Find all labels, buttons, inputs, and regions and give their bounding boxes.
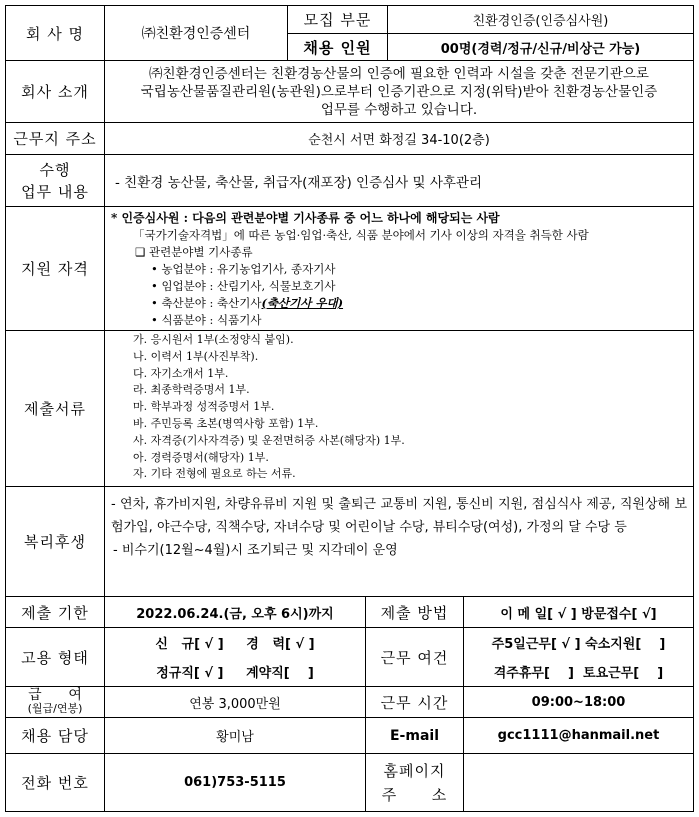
documents-list <box>104 330 694 487</box>
work-hours-label: 근무 시간 <box>365 686 464 718</box>
headcount-label: 채용 인원 <box>287 33 388 61</box>
phone-value: 061)753-5115 <box>104 753 366 812</box>
duties-label: 수행 업무 내용 <box>5 154 105 207</box>
employment-type-line: 신 규[ √ ] 경 력[ √ ] <box>155 637 315 652</box>
company-name-label: 회 사 명 <box>5 5 105 61</box>
benefits-text: - 비수기(12월~4월)시 조기퇴근 및 지각데이 운영 <box>113 543 398 558</box>
company-name-value: ㈜친환경인증센터 <box>104 5 288 61</box>
benefits-content <box>104 486 694 597</box>
qualification-field-item: • 임업분야 : 산림기사, 식물보호기사 <box>151 279 336 293</box>
documents-label: 제출서류 <box>5 330 105 487</box>
recruit-field-label: 모집 부문 <box>287 5 388 34</box>
employment-type-line: 정규직[ √ ] 계약직[ ] <box>156 666 314 681</box>
workplace-label: 근무지 주소 <box>5 122 105 155</box>
work-conditions-label: 근무 여건 <box>365 627 464 687</box>
recruit-field-value: 친환경인증(인증심사원) <box>387 5 694 34</box>
document-item: 자. 기타 전형에 필요로 하는 서류. <box>133 467 296 481</box>
document-item: 바. 주민등록 초본(병역사항 포함) 1부. <box>133 416 319 430</box>
document-item: 마. 학부과정 성적증명서 1부. <box>133 400 275 414</box>
qualification-field-item: • 축산분야 : 축산기사(축산기사 우대) <box>151 296 344 310</box>
hiring-manager-label: 채용 담당 <box>5 717 105 754</box>
qualification-subline: 「국가기술자격법」에 따른 농업·임업·축산, 식품 분야에서 기사 이상의 자격을 취득한 사람 <box>133 228 589 242</box>
company-intro-text <box>104 60 694 123</box>
qualification-heading: * 인증심사원 : 다음의 관련분야별 기사종류 중 어느 하나에 해당되는 사람 <box>111 211 500 225</box>
qualification-content <box>104 206 694 331</box>
submit-method-value: 이 메 일[ √ ] 방문접수[ √] <box>463 596 694 628</box>
document-item: 사. 자격증(기사자격증) 및 운전면허증 사본(해당자) 1부. <box>133 433 405 447</box>
duties-value: - 친환경 농산물, 축산물, 취급자(재포장) 인증심사 및 사후관리 <box>104 154 694 207</box>
benefits-label: 복리후생 <box>5 486 105 597</box>
email-label: E-mail <box>365 717 464 754</box>
company-intro-line: 국립농산물품질관리원(농관원)으로부터 인증기관으로 지정(위탁)받아 친환경농산물인증 <box>140 83 658 100</box>
submit-method-label: 제출 방법 <box>365 596 464 628</box>
email-value[interactable]: gcc1111@hanmail.net <box>463 717 694 754</box>
homepage-value[interactable] <box>463 753 694 812</box>
deadline-value: 2022.06.24.(금, 오후 6시)까지 <box>104 596 366 628</box>
document-item: 나. 이력서 1부(사진부착). <box>133 349 259 363</box>
preferred-note: (축산기사 우대) <box>261 296 344 310</box>
qualification-field-item: • 농업분야 : 유기농업기사, 종자기사 <box>151 262 336 276</box>
benefits-text: - 연차, 휴가비지원, 차량유류비 지원 및 출퇴근 교통비 지원, 통신비 지원, 점심식사 제공, 직원상해 보험가입, 야근수당, 직책수당, 자녀수당 및 어린이날 수당, 뷰티수당(여성), 가정의 달 수당 등 <box>111 497 687 535</box>
qualification-label: 지원 자격 <box>5 206 105 331</box>
work-conditions-line: 격주휴무[ ] 토요근무[ ] <box>493 666 664 681</box>
company-intro-line: 업무를 수행하고 있습니다. <box>320 101 478 118</box>
document-item: 라. 최종학력증명서 1부. <box>133 383 250 397</box>
work-conditions-value <box>463 627 694 687</box>
salary-value: 연봉 3,000만원 <box>104 686 366 718</box>
work-conditions-line: 주5일근무[ √ ] 숙소지원[ ] <box>491 637 666 652</box>
document-item: 다. 자기소개서 1부. <box>133 366 229 380</box>
qualification-list-title: ❑ 관련분야별 기사종류 <box>135 245 253 259</box>
company-intro-line: ㈜친환경인증센터는 친환경농산물의 인증에 필요한 인력과 시설을 갖춘 전문기관으로 <box>149 65 649 82</box>
homepage-label: 홈페이지 주 소 <box>365 753 464 812</box>
company-intro-label: 회사 소개 <box>5 60 105 123</box>
document-item: 아. 경력증명서(해당자) 1부. <box>133 450 269 464</box>
employment-type-label: 고용 형태 <box>5 627 105 687</box>
work-hours-value: 09:00~18:00 <box>463 686 694 718</box>
document-item: 가. 응시원서 1부(소정양식 붙임). <box>133 333 294 346</box>
deadline-label: 제출 기한 <box>5 596 105 628</box>
employment-type-value <box>104 627 366 687</box>
hiring-manager-value: 황미남 <box>104 717 366 754</box>
workplace-value: 순천시 서면 화정길 34-10(2층) <box>104 122 694 155</box>
salary-label: 급 여 (월급/연봉) <box>5 686 105 718</box>
qualification-field-item: • 식품분야 : 식품기사 <box>151 313 262 327</box>
headcount-value: 00명(경력/정규/신규/비상근 가능) <box>387 33 694 61</box>
phone-label: 전화 번호 <box>5 753 105 812</box>
